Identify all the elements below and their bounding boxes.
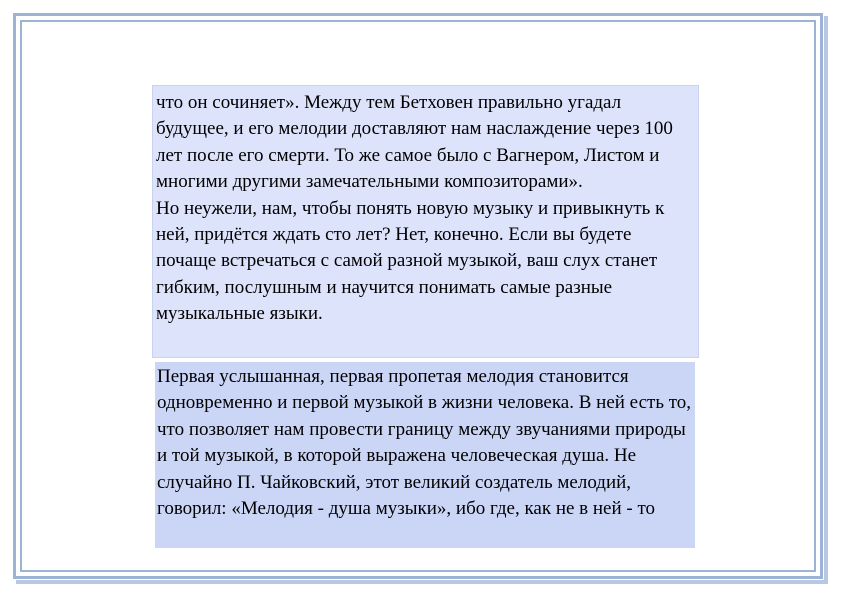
text-box-beethoven bbox=[152, 85, 699, 358]
text-box-melody bbox=[155, 362, 695, 548]
slide-frame-shadow-right bbox=[824, 16, 828, 582]
paragraph-beethoven: что он сочиняет». Между тем Бетховен правильно угадал будущее, и его мелодии доставляют нам наслаждение через 100 лет после его смерти. То же самое было с Вагнером, Листом и многими другими замечательными композиторами». bbox=[156, 92, 673, 193]
paragraph-melody: Первая услышанная, первая пропетая мелодия становится одновременно и первой музыкой в жизни человека. В ней есть то, что позволяет нам провести границу между звучаниями природы и той музыкой, в которой выражена человеческая душа. Не случайно П. Чайковский, этот великий создатель мелодий, говорил: «Мелодия - душа музыки», ибо где, как не в ней - то bbox=[157, 366, 692, 520]
paragraph-new-music: Но неужели, нам, чтобы понять новую музыку и привыкнуть к ней, придётся ждать сто лет? Нет, конечно. Если вы будете почаще встречаться с самой разной музыкой, ваш слух станет гибким, послушным и научится понимать самые разные музыкальные языки. bbox=[156, 197, 665, 325]
slide-frame-shadow-bottom bbox=[16, 580, 828, 584]
